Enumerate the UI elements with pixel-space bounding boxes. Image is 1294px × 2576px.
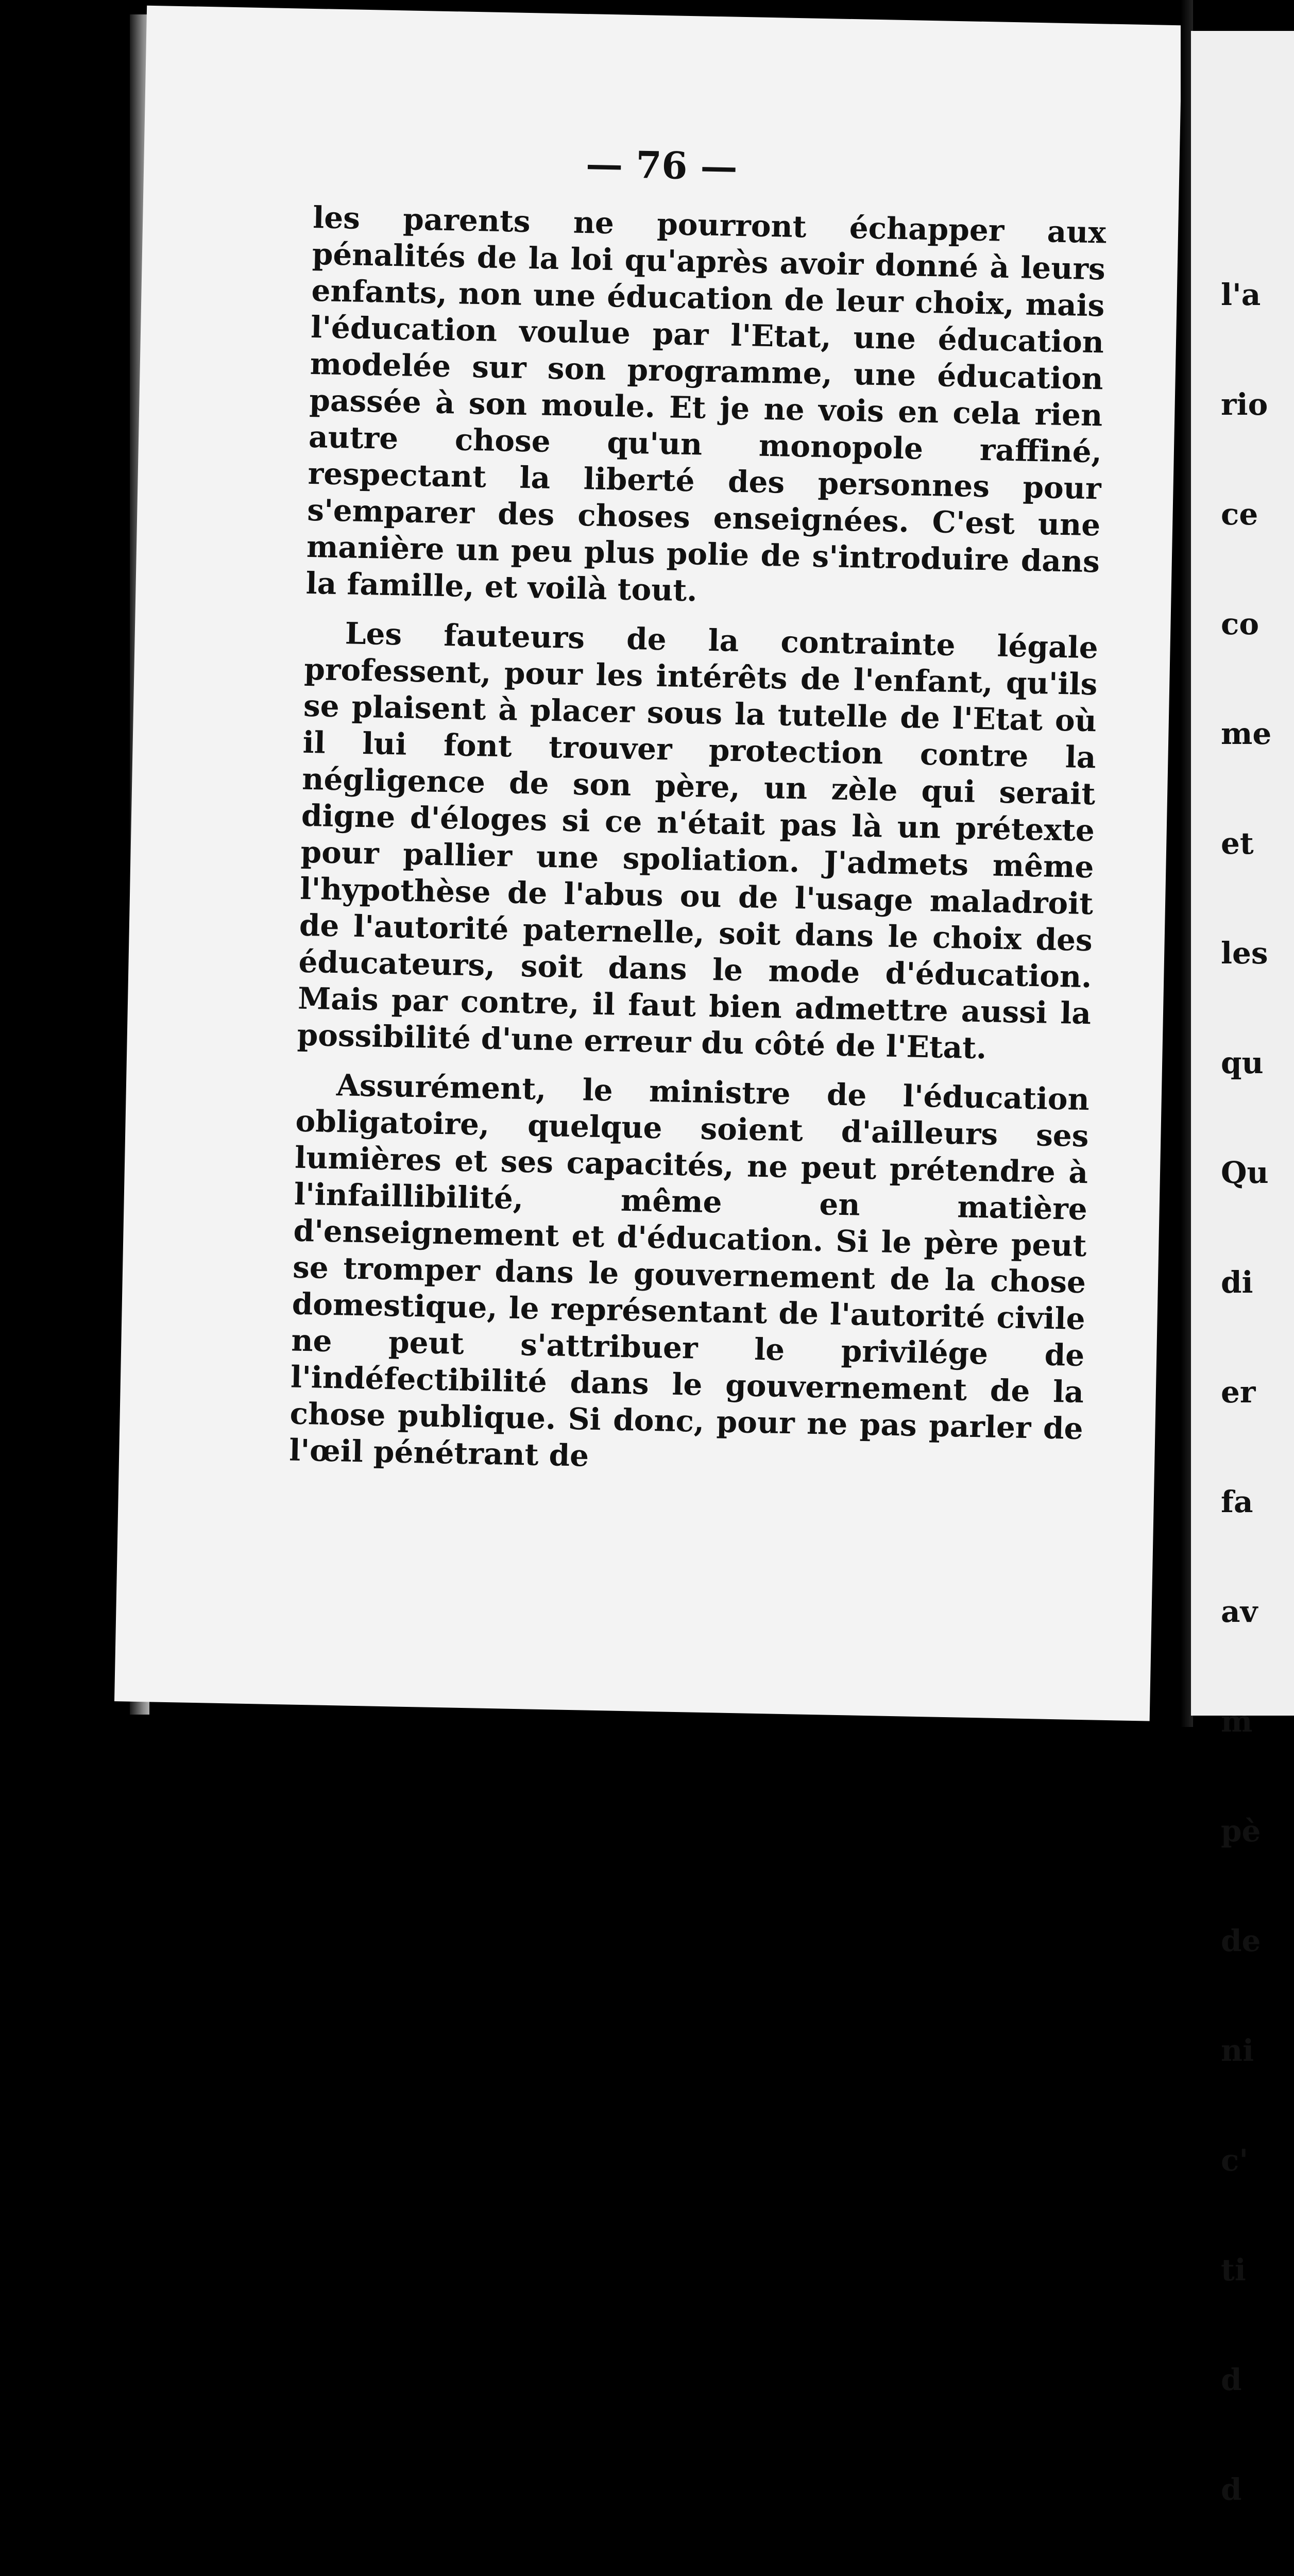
facing-line: et — [1221, 826, 1254, 861]
paragraph: Les fauteurs de la contrainte légale professent, pour les intérêts de l'enfant, qu'ils se plaisent à placer sous la tutelle de l'Etat où il lui font trouver protection contre la négligence de son père, un zèle qui serait digne d'éloges si ce n'était pas là un prétexte pour pallier une spoliation. J'admets même l'hypothèse de l'abus ou de l'usage maladroit de l'autorité paternelle, soit dans le choix des éducateurs, soit dans le mode d'éducation. Mais par contre, il faut bien admettre aussi la possibilité d'une erreur du côté de l'Etat. — [297, 616, 1099, 1066]
facing-line: les — [1221, 936, 1268, 971]
facing-line: m — [1221, 1704, 1253, 1739]
facing-line: di — [1221, 1265, 1253, 1300]
page-body — [288, 199, 1106, 1497]
facing-line: co — [1221, 606, 1259, 641]
facing-line: fa — [1221, 1484, 1253, 1519]
facing-line: pè — [1221, 1814, 1261, 1849]
facing-line: de — [1221, 1923, 1261, 1958]
facing-line: av — [1221, 1594, 1258, 1629]
book-page — [114, 6, 1182, 1721]
facing-line: er — [1221, 1375, 1256, 1410]
facing-line: ti — [1221, 2252, 1246, 2287]
facing-line: Qu — [1221, 1155, 1269, 1190]
facing-line: ce — [1221, 497, 1258, 532]
facing-line: me — [1221, 716, 1272, 751]
facing-line: d — [1221, 2472, 1242, 2507]
paragraph: Assurément, le ministre de l'éducation obligatoire, quelque soient d'ailleurs ses lumières et ses capacités, ne peut prétendre à l'infaillibilité, même en matière d'enseignement et d'éducation. Si le père peut se tromper dans le gouvernement de la chose domestique, le représentant de l'autorité civile ne peut s'attribuer le privilége de l'indéfectibilité dans le gouvernement de la chose publique. Si donc, pour ne pas parler de l'œil pénétrant de — [288, 1067, 1090, 1473]
facing-line: ni — [1221, 2033, 1254, 2068]
facing-line: c' — [1221, 2143, 1249, 2178]
facing-page-text — [1221, 204, 1271, 2576]
page-number: — 76 — — [585, 142, 738, 189]
facing-line: qu — [1221, 1045, 1264, 1080]
facing-line: l'a — [1221, 277, 1261, 312]
facing-line: d — [1221, 2362, 1242, 2397]
paragraph: les parents ne pourront échapper aux pénalités de la loi qu'après avoir donné à leurs enfants, non une éducation de leur choix, mais l'éducation voulue par l'Etat, une éducation modelée sur son programme, une éducation passée à son moule. Et je ne vois en cela rien autre chose qu'un monopole raffiné, respectant la liberté des personnes pour s'emparer des choses enseignées. C'est une manière un peu plus polie de s'introduire dans la famille, et voilà tout. — [305, 199, 1106, 608]
facing-line: rio — [1221, 387, 1268, 422]
